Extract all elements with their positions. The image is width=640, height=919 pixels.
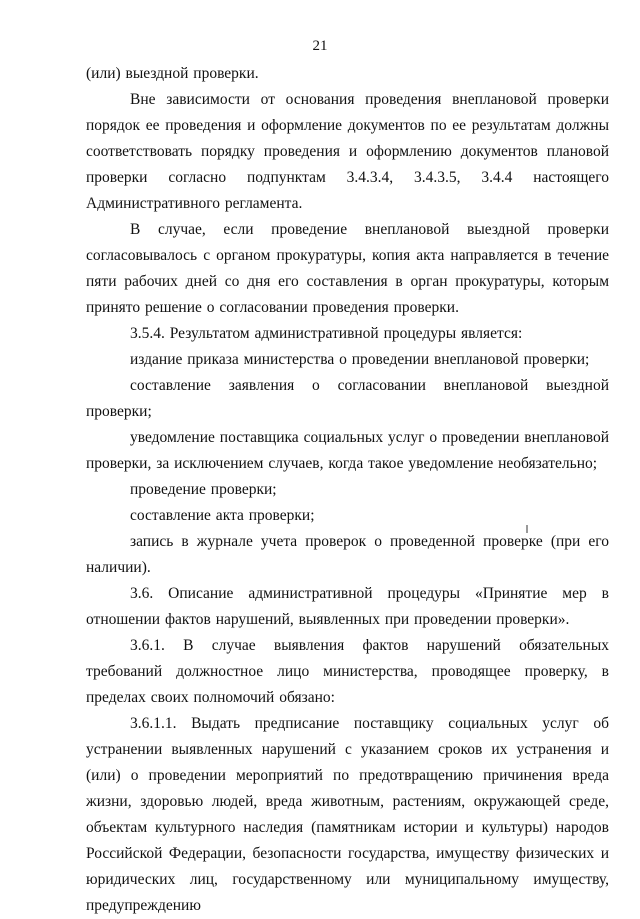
list-item-order-issue: издание приказа министерства о проведении внеплановой проверки; — [130, 351, 590, 368]
list-item-notification: уведомление поставщика социальных услуг о проведении внеплановой проверки, за исключением случаев, когда такое уведомление необязательно; — [86, 429, 609, 472]
paragraph-procedure-order: Вне зависимости от основания проведения внеплановой проверки порядок ее проведения и оформление документов по ее результатам должны соответствовать порядку проведения и оформлению документов плановой проверки согласно подпунктам 3.4.3.4, 3.4.3.5, 3.4.4 настоящего Административного регламента. — [86, 91, 609, 212]
paragraph-section-3-6-1-1: 3.6.1.1. Выдать предписание поставщику социальных услуг об устранении выявленных нарушений с указанием сроков их устранения и (или) о проведении мероприятий по предотвращению причинения вреда жизни, здоровью людей, вреда животным, растениям, окружающей среде, объектам культурного наследия (памятникам истории и культуры) народов Российской Федерации, безопасности государства, имуществу физических и юридических лиц, государственному или муниципальному имуществу, предупреждению — [86, 715, 609, 914]
paragraph-prosecutor-copy: В случае, если проведение внеплановой выездной проверки согласовывалось с органом прокуратуры, копия акта направляется в течение пяти рабочих дней со дня его составления в орган прокуратуры, которым принято решение о согласовании проведения проверки. — [86, 221, 609, 316]
scan-artifact-mark — [526, 525, 528, 533]
list-item-act: составление акта проверки; — [130, 507, 315, 524]
document-body — [86, 61, 609, 919]
paragraph-result-heading: 3.5.4. Результатом административной процедуры является: — [130, 325, 523, 342]
list-item-inspection: проведение проверки; — [130, 481, 277, 498]
list-item-application: составление заявления о согласовании внеплановой выездной проверки; — [86, 377, 609, 420]
paragraph-section-3-6-1: 3.6.1. В случае выявления фактов нарушений обязательных требований должностное лицо министерства, проводящее проверку, в пределах своих полномочий обязано: — [86, 637, 609, 706]
list-item-journal-entry: запись в журнале учета проверок о проведенной проверке (при его наличии). — [86, 533, 609, 576]
paragraph-section-3-6: 3.6. Описание административной процедуры «Принятие мер в отношении фактов нарушений, выявленных при проведении проверки». — [86, 585, 609, 628]
paragraph-continuation: (или) выездной проверки. — [86, 65, 259, 82]
page-number: 21 — [312, 38, 328, 54]
